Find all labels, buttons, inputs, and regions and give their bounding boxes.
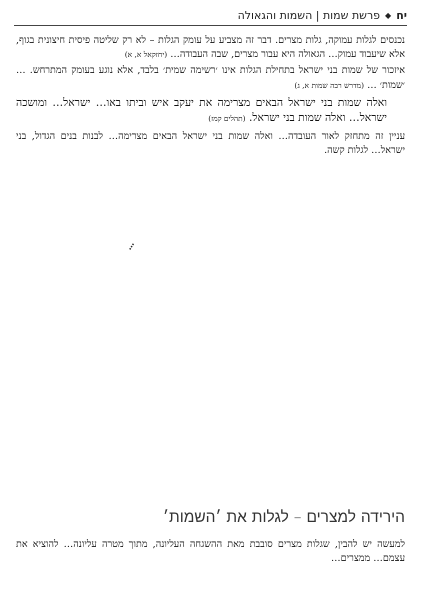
paragraph-1-source: (יחזקאל א, א) — [124, 50, 168, 60]
running-head — [14, 7, 407, 23]
paragraph-3-text: עניין זה מתחזק לאור העובדה… ואלה שמות בני ישראל הבאים מצרימה… לבנות בנים הגדול, בני ישראל… לגלות קשה. — [16, 131, 405, 157]
quote-text: ואלה שמות בני ישראל הבאים מצרימה את יעקב איש וביתו באו… ישראל… ומושכה ישראל… ואלה שמות בני ישראל. — [16, 95, 387, 125]
section-paragraph: למעשה יש להבין, שגלות מצרים סובבת מאת ההשגחה העליונה, מתוך מטרה עליונה… להוציא את עצמם… ממצרים… — [16, 539, 405, 565]
paragraph-1 — [16, 34, 405, 62]
paragraph-3 — [16, 130, 405, 158]
diamond-icon: ◆ — [385, 10, 392, 20]
paragraph-2-text: איזכור של שמות בני ישראל בתחילת הגלות אינו ׳רשימה שמית׳ בלבד, אלא נוגע בעומק המתרחש. … ׳שמות׳ … — [16, 65, 405, 91]
running-head-title: פרשת שמות | השמות והגאולה — [237, 8, 381, 22]
section-heading: הירידה למצרים – לגלות את ׳השמות׳ — [163, 508, 405, 526]
paragraph-2 — [16, 64, 405, 92]
block-quote — [16, 95, 387, 127]
main-text — [16, 34, 405, 160]
header-divider — [14, 25, 407, 26]
paragraph-2-source: (מדרש רבה שמות א, ג) — [294, 80, 365, 90]
diagonal-stamp: … — [124, 239, 137, 252]
quote-source: (תהלים קמז) — [208, 114, 246, 124]
paragraph-1-text: נכנסים לגלות עמוקה, גלות מצרים. דבר זה מצביע על עומק הגלות – לא רק שליטה פיסית חיצונית בגוף, אלא שיעבוד עמוק… הגאולה היא עבור מצרים, שבה העבודה… — [16, 35, 405, 61]
page-number: יח — [396, 8, 407, 22]
